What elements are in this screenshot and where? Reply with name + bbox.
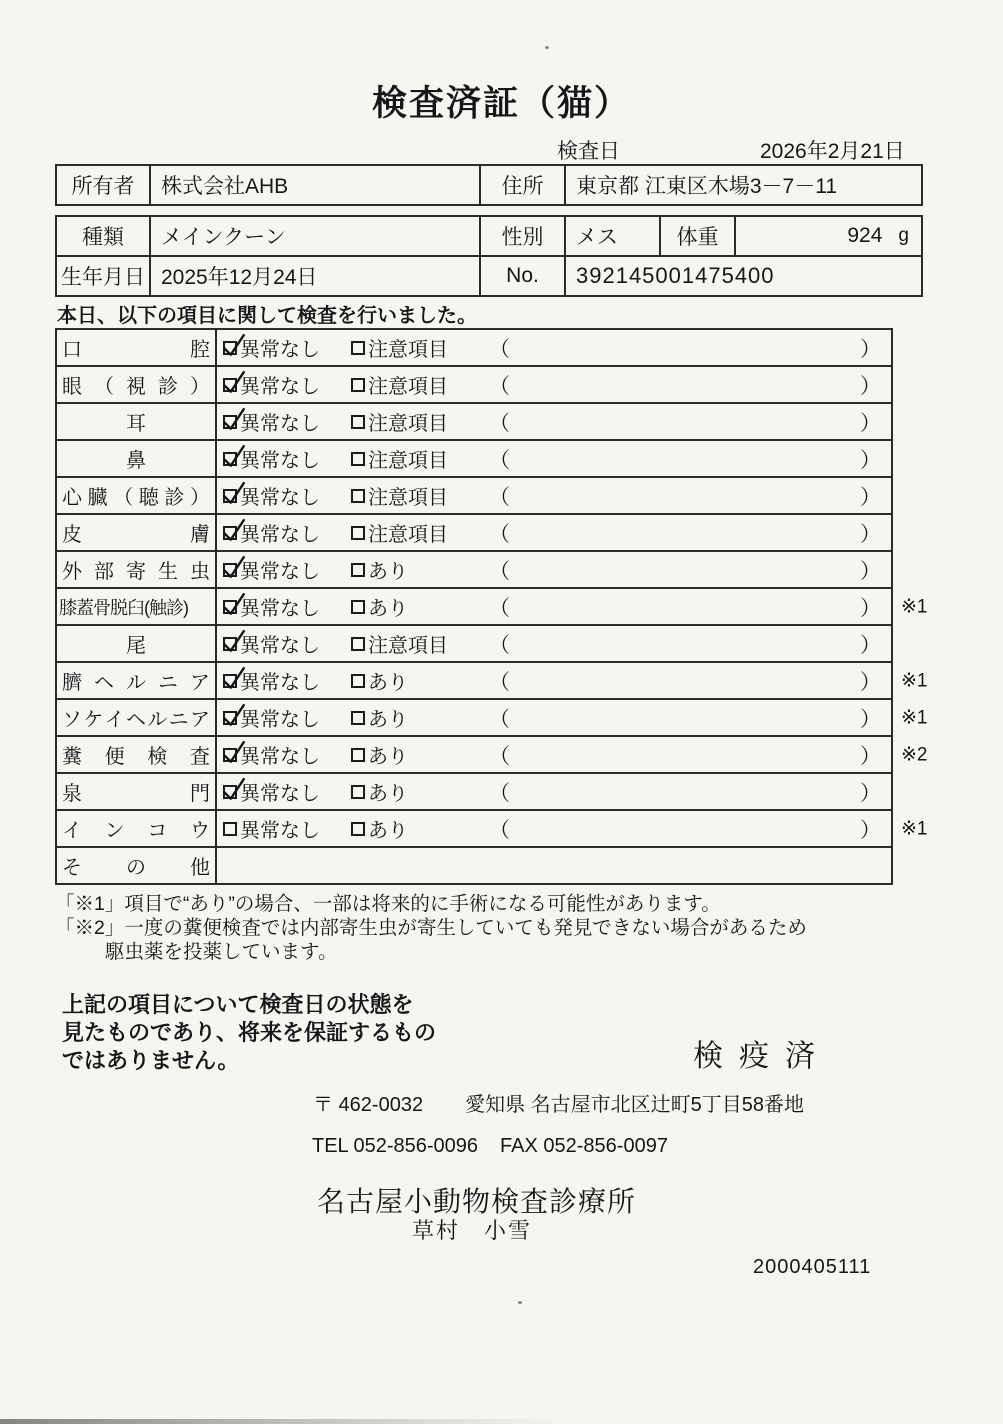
result-option [351,407,489,436]
weight-value-cell [736,217,921,255]
result-option [351,703,489,732]
unchecked-checkbox[interactable] [351,452,365,466]
item-label-char: 糞 [62,746,82,768]
result-option [223,518,351,547]
paren-open: （ [489,670,510,694]
option-label: 注意項目 [368,524,448,546]
postal-code: 〒 462-0032 [313,1094,424,1116]
checked-checkbox[interactable] [223,341,237,355]
item-label-char: ア [189,709,210,731]
unchecked-checkbox[interactable] [351,341,365,355]
item-label-char: 聴 [138,487,159,509]
item-label-char: （ [113,487,134,509]
item-label [57,367,217,402]
option-label: 異常なし [240,746,320,768]
item-label-char: ン [104,820,125,842]
checked-checkbox[interactable] [223,489,237,503]
checked-checkbox[interactable] [223,637,237,651]
result-option [351,518,489,547]
disclaimer-line-1: 上記の項目について検査日の状態を [62,992,414,1017]
option-label: 異常なし [240,450,320,472]
option-label: 異常なし [240,709,320,731]
item-label-char: 臓 [87,487,108,509]
owner-value: 株式会社AHB [151,166,481,204]
item-label-char: ル [126,672,146,694]
item-label [57,848,217,883]
result-option [223,407,351,436]
paren-open: （ [489,818,510,842]
option-label: 異常なし [240,672,320,694]
result-option [351,555,489,584]
item-label-char: ケ [83,709,104,731]
weight-unit: g [898,225,909,246]
animal-info-table [55,215,923,297]
result-option [223,740,351,769]
item-label: 耳 [57,404,217,439]
paren-open: （ [489,707,510,731]
paren-close: ） [860,411,881,435]
option-label: 異常なし [240,524,320,546]
item-label: 鼻 [57,441,217,476]
clinic-fax: FAX 052-856-0097 [500,1135,668,1157]
paren-open: （ [489,633,510,657]
number-value: 392145001475400 [576,263,775,288]
inspection-row [57,552,891,589]
species-value: メインクーン [151,217,481,255]
inspection-row [57,404,891,441]
inspection-row [57,663,928,700]
footnote-mark: ※1 [901,596,928,617]
checked-checkbox[interactable] [223,415,237,429]
unchecked-checkbox[interactable] [351,711,365,725]
item-label [57,478,217,513]
result-option [223,666,351,695]
result-option [351,592,489,621]
inspection-row [57,441,891,478]
paren-close: ） [860,522,881,546]
disclaimer-line-2: 見たものであり、将来を保証するもの [62,1020,437,1045]
result-option [223,703,351,732]
paren-open: （ [489,522,510,546]
clinic-address: 愛知県 名古屋市北区辻町5丁目58番地 [465,1094,805,1116]
address-value: 東京都 江東区木場3－7－11 [576,175,837,198]
checked-checkbox[interactable] [223,563,237,577]
unchecked-checkbox[interactable] [351,415,365,429]
option-label: 注意項目 [368,487,448,509]
item-result [217,589,891,624]
paren-close: ） [860,818,881,842]
item-label-char: ウ [189,820,210,842]
item-label-char: 生 [158,561,178,583]
result-option [351,629,489,658]
item-label-char: 検 [147,746,168,768]
birthdate-value: 2025年12月24日 [151,257,481,295]
result-option [223,333,351,362]
species-row [57,217,921,255]
paren-close: ） [860,707,881,731]
owner-label: 所有者 [57,166,151,204]
option-label: 異常なし [240,376,320,398]
scan-edge-shadow [0,1419,562,1424]
quarantine-stamp: 検疫済 [693,1040,831,1073]
inspection-row [57,774,891,811]
birth-row [57,255,921,295]
item-label-char: 心 [62,487,82,509]
option-label: 注意項目 [368,450,448,472]
checked-checkbox[interactable] [223,452,237,466]
item-label-char: ） [190,376,210,398]
paren-open: （ [489,411,510,435]
inspection-row [57,515,891,552]
footnote-mark: ※2 [901,744,928,765]
result-option [223,370,351,399]
item-label-char: 視 [126,376,146,398]
item-label [57,552,217,587]
result-option [351,333,489,362]
item-label [57,737,217,772]
item-label-char: 診 [158,376,178,398]
option-label: 異常なし [240,339,320,361]
inspection-row [57,626,891,663]
unchecked-checkbox[interactable] [351,489,365,503]
result-option [223,814,351,843]
inspection-row [57,589,928,626]
item-result [217,848,891,883]
owner-table [55,164,923,206]
disclaimer-line-3: ではありません。 [62,1048,240,1073]
checked-checkbox[interactable] [223,378,237,392]
inspection-row [57,811,928,848]
item-result [217,367,891,402]
weight-value: 924 [847,224,883,247]
result-option [351,666,489,695]
result-option [223,592,351,621]
paren-close: ） [860,448,881,472]
item-result [217,552,891,587]
scan-speck [518,1301,522,1304]
paren-open: （ [489,374,510,398]
item-label-char: イ [62,820,82,842]
paren-open: （ [489,781,510,805]
unchecked-checkbox[interactable] [351,526,365,540]
intro-sentence: 本日、以下の項目に関して検査を行いました。 [57,305,477,327]
item-label-char: 口 [62,339,82,361]
item-label-char: 診 [164,487,185,509]
paren-close: ） [860,744,881,768]
paren-close: ） [860,633,881,657]
result-option [223,555,351,584]
owner-row [57,166,921,204]
option-label: 異常なし [240,783,320,805]
item-label-char: ） [189,487,210,509]
paren-close: ） [860,337,881,361]
item-label [57,663,217,698]
item-label-char: の [126,857,146,879]
serial-number: 2000405111 [753,1256,872,1278]
item-label-char: ア [190,672,210,694]
item-result [217,404,891,439]
item-result [217,441,891,476]
unchecked-checkbox[interactable] [351,748,365,762]
item-label-char: 眼 [62,376,82,398]
inspection-date-label: 検査日 [557,140,620,163]
option-label: 異常なし [240,413,320,435]
result-option [351,814,489,843]
paren-open: （ [489,448,510,472]
unchecked-checkbox[interactable] [351,563,365,577]
item-label [57,515,217,550]
footnotes [55,892,807,964]
item-label-char: 臍 [62,672,82,694]
unchecked-checkbox[interactable] [351,674,365,688]
weight-label: 体重 [661,217,736,255]
unchecked-checkbox[interactable] [351,637,365,651]
option-label: 異常なし [240,598,320,620]
sex-label: 性別 [481,217,566,255]
result-option [223,777,351,806]
item-result [217,330,891,365]
item-result [217,626,891,661]
item-result [217,811,891,846]
item-label-char: コ [147,820,168,842]
checked-checkbox[interactable] [223,748,237,762]
paren-close: ） [860,559,881,583]
result-option [351,444,489,473]
inspection-row [57,848,891,883]
inspection-row [57,367,891,404]
paren-open: （ [489,485,510,509]
item-label [57,700,217,735]
result-option [351,481,489,510]
option-label: 注意項目 [368,413,448,435]
option-label: 異常なし [240,820,320,842]
item-label-char: ニ [158,672,178,694]
paren-open: （ [489,744,510,768]
clinic-phone-line [312,1135,668,1158]
paren-open: （ [489,337,510,361]
veterinarian-name: 草村 小雪 [412,1218,533,1243]
footnote-1: 「※1」項目で“あり”の場合、一部は将来的に手術になる可能性があります。 [55,893,721,915]
item-label [57,330,217,365]
clinic-address-line [313,1088,804,1117]
item-label-char: 皮 [62,524,82,546]
address-label: 住所 [481,166,566,204]
clinic-name: 名古屋小動物検査診療所 [317,1186,637,1217]
item-label-char: そ [62,857,82,879]
inspection-row [57,330,891,367]
option-label: あり [368,709,408,731]
option-label: 注意項目 [368,339,448,361]
unchecked-checkbox[interactable] [351,600,365,614]
item-label-char: 便 [104,746,125,768]
checked-checkbox[interactable] [223,674,237,688]
paren-close: ） [860,596,881,620]
inspection-row [57,478,891,515]
inspection-row [57,737,928,774]
item-label-char: 他 [190,857,210,879]
footnote-mark: ※1 [901,818,928,839]
item-label-char: イ [104,709,125,731]
item-label-char: 虫 [190,561,210,583]
option-label: あり [368,672,408,694]
inspection-table [55,328,928,885]
footnote-mark: ※1 [901,670,928,691]
item-label-char: 膚 [190,524,210,546]
result-option [351,370,489,399]
item-result [217,737,891,772]
footnote-2-continued: 駆虫薬を投薬しています。 [105,941,338,963]
item-result [217,700,891,735]
checked-checkbox[interactable] [223,600,237,614]
item-label-char: ニ [168,709,189,731]
item-result [217,774,891,809]
result-option [351,777,489,806]
option-label: あり [368,820,408,842]
checked-checkbox[interactable] [223,526,237,540]
number-label: No. [481,257,566,295]
page-title: 検査済証（猫） [371,84,631,123]
item-label-char: 腔 [190,339,210,361]
item-result [217,515,891,550]
footnote-2: 「※2」一度の糞便検査では内部寄生虫が寄生していても発見できない場合があるため [55,917,807,939]
result-option [223,444,351,473]
item-result [217,663,891,698]
disclaimer [62,991,436,1075]
option-label: 注意項目 [368,376,448,398]
result-option [223,629,351,658]
item-label-char: 泉 [62,783,82,805]
option-label: あり [368,598,408,620]
option-label: 異常なし [240,487,320,509]
item-label-char: 部 [94,561,114,583]
item-label-char: 門 [190,783,210,805]
paren-close: ） [860,485,881,509]
result-option [223,481,351,510]
unchecked-checkbox[interactable] [351,822,365,836]
item-label [57,774,217,809]
species-label: 種類 [57,217,151,255]
option-label: あり [368,783,408,805]
scan-speck [545,46,549,49]
item-label-char: 外 [62,561,82,583]
item-label-char: （ [94,376,114,398]
paren-open: （ [489,596,510,620]
sex-value: メス [566,217,661,255]
option-label: あり [368,746,408,768]
item-label-char: 寄 [126,561,146,583]
paren-close: ） [860,670,881,694]
clinic-tel: TEL 052-856-0096 [312,1135,479,1157]
unchecked-checkbox[interactable] [223,822,237,836]
option-label: 異常なし [240,635,320,657]
item-label-char: ル [147,709,168,731]
item-label-char: ヘ [125,709,146,731]
unchecked-checkbox[interactable] [351,785,365,799]
footnote-mark: ※1 [901,707,928,728]
checked-checkbox[interactable] [223,785,237,799]
option-label: 異常なし [240,561,320,583]
result-option [351,740,489,769]
item-label-char: ヘ [94,672,114,694]
inspection-row [57,700,928,737]
paren-close: ） [860,374,881,398]
option-label: 注意項目 [368,635,448,657]
item-label: 膝蓋骨脱臼(触診) [57,589,217,624]
item-label: 尾 [57,626,217,661]
option-label: あり [368,561,408,583]
birthdate-label: 生年月日 [57,257,151,295]
unchecked-checkbox[interactable] [351,378,365,392]
checked-checkbox[interactable] [223,711,237,725]
paren-close: ） [860,781,881,805]
item-result [217,478,891,513]
paren-open: （ [489,559,510,583]
item-label-char: 査 [189,746,210,768]
item-label-char: ソ [62,709,82,731]
inspection-date-value: 2026年2月21日 [760,140,905,163]
item-label [57,811,217,846]
